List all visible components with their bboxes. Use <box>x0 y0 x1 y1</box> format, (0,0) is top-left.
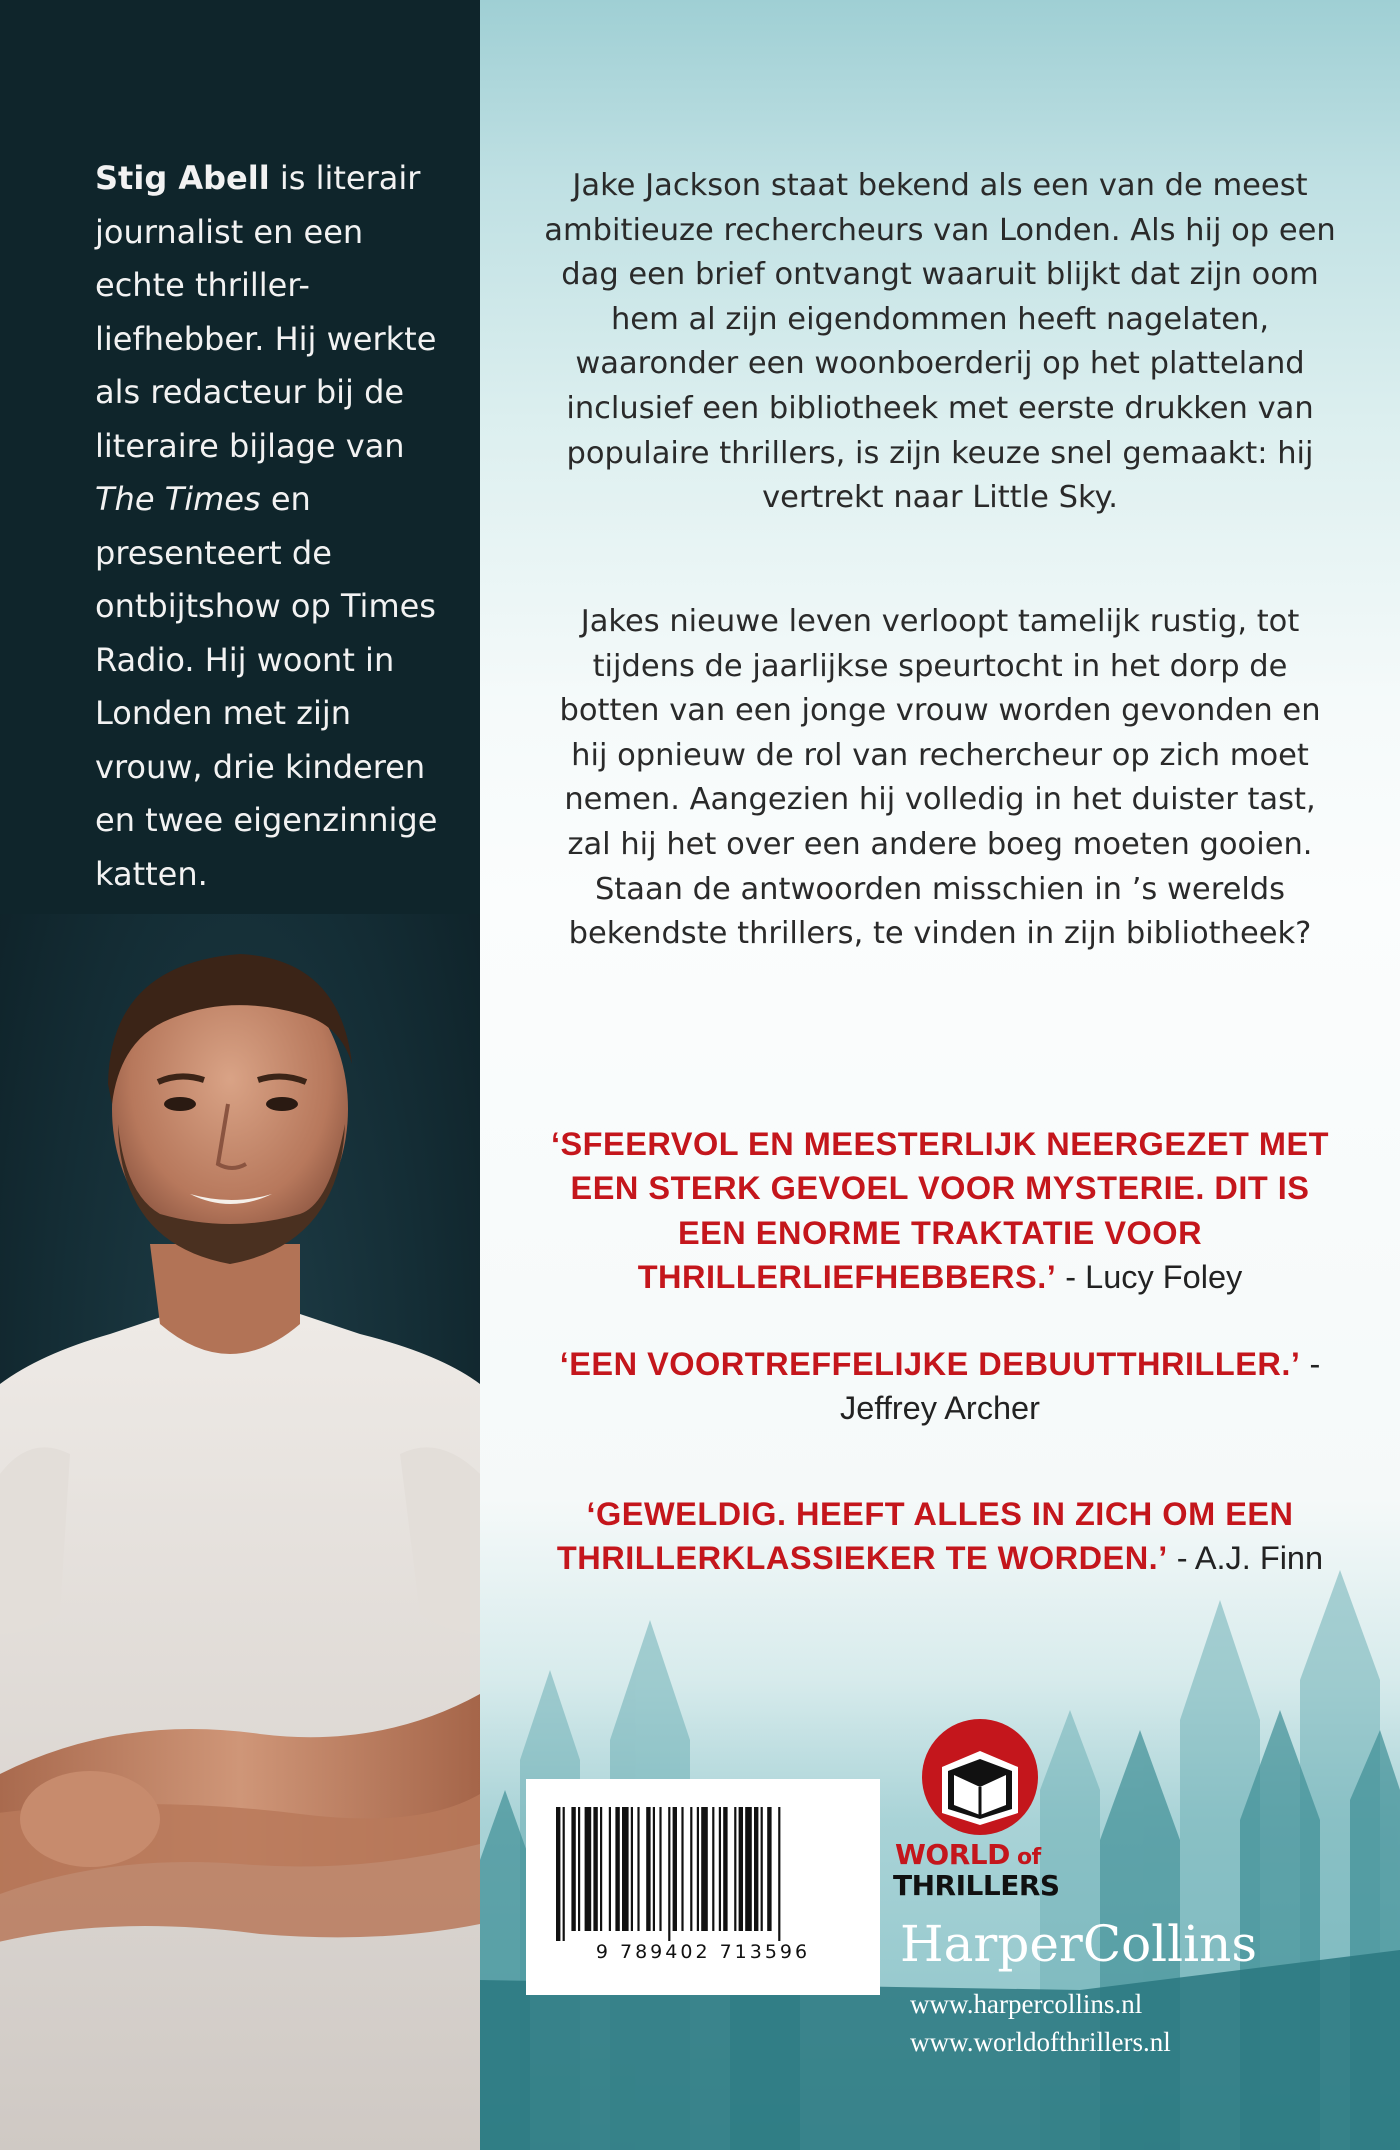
publisher-url: www.harpercollins.nl <box>910 1989 1143 2019</box>
review-quote <box>540 1342 1340 1431</box>
publisher-name: HarperCollins <box>900 1915 1258 1973</box>
author-name: Stig Abell <box>95 159 270 197</box>
barcode <box>526 1779 880 1995</box>
barcode-bar <box>653 1807 655 1931</box>
barcode-bar <box>697 1807 699 1931</box>
barcode-bar <box>593 1807 597 1931</box>
barcode-bar <box>646 1807 650 1931</box>
left-panel <box>0 0 480 2150</box>
author-portrait-illustration <box>0 914 480 2150</box>
quote-author: - A.J. Finn <box>1167 1540 1324 1577</box>
imprint-url: www.worldofthrillers.nl <box>910 2027 1171 2057</box>
blurb-paragraph-2: Jakes nieuwe leven verloopt tamelijk rustig, tot tijdens de jaarlijkse speurtocht in het dorp de botten van een jonge vrouw worden gevonden en hij opnieuw de rol van rechercheur op zich moet nemen. Aangezien hij volledig in het duister tast, zal hij het over een andere boeg moeten gooien. Staan de antwoorden misschien in ’s werelds bekendste thrillers, te vinden in zijn bibliotheek? <box>559 604 1321 952</box>
barcode-bar <box>734 1807 736 1931</box>
imprint-world: WORLD <box>895 1838 1010 1871</box>
barcode-bar <box>681 1807 683 1931</box>
quote-author: - Jeffrey Archer <box>840 1346 1321 1427</box>
right-panel <box>480 0 1400 2150</box>
barcode-bar <box>622 1807 629 1931</box>
barcode-bar <box>631 1807 633 1931</box>
barcode-bar <box>609 1807 611 1931</box>
author-bio-text-2: en presenteert de ontbijtshow op Times Radio. Hij woont in Londen met zijn vrouw, drie kinderen en twee eigenzinnige katten. <box>95 480 438 893</box>
barcode-bar <box>745 1807 752 1931</box>
barcode-bar <box>637 1807 639 1931</box>
barcode-bar <box>585 1807 592 1931</box>
barcode-bar <box>673 1807 677 1931</box>
review-quote <box>540 1122 1340 1300</box>
publication-name: The Times <box>95 480 261 518</box>
barcode-bar <box>739 1807 743 1931</box>
barcode-bar <box>659 1807 661 1931</box>
barcode-bar <box>723 1807 727 1931</box>
barcode-bar <box>701 1807 708 1931</box>
barcode-bar <box>778 1807 780 1941</box>
blurb-paragraph-1: Jake Jackson staat bekend als een van de meest ambitieuze rechercheurs van Londen. Als hij op een dag een brief ontvangt waaruit blijkt dat zijn oom hem al zijn eigendommen heeft nagelaten, waaronder een woonboerderij op het platteland inclusief een bibliotheek met eerste drukken van populaire thrillers, is zijn keuze snel gemaakt: hij vertrekt naar Little Sky. <box>544 168 1336 516</box>
barcode-bar <box>563 1807 565 1941</box>
barcode-bar <box>668 1807 670 1941</box>
quote-text: ‘EEN VOORTREFFELIJKE DEBUUTTHRILLER.’ <box>559 1346 1301 1382</box>
author-bio-block <box>0 0 480 914</box>
author-bio-text-1: is literair journalist en een echte thriller-liefhebber. Hij werkte als redacteur bij de literaire bijlage van <box>95 159 437 465</box>
imprint-of: of <box>1009 1845 1041 1870</box>
barcode-bar <box>600 1807 602 1931</box>
barcode-bar <box>556 1807 560 1941</box>
quote-text: ‘GEWELDIG. HEEFT ALLES IN ZICH OM EEN THRILLERKLASSIEKER TE WORDEN.’ <box>556 1496 1294 1577</box>
barcode-lines <box>556 1807 850 1941</box>
barcode-bar <box>571 1807 575 1931</box>
quote-author: - Lucy Foley <box>1056 1259 1243 1296</box>
author-photo <box>0 914 480 2150</box>
barcode-bar <box>761 1807 763 1931</box>
imprint-logo-line-2: THRILLERS <box>893 1869 1060 1902</box>
barcode-bar <box>754 1807 758 1931</box>
barcode-bar <box>719 1807 721 1931</box>
barcode-bar <box>615 1807 619 1931</box>
author-bio <box>95 152 445 901</box>
barcode-bar <box>690 1807 692 1931</box>
isbn-number: 9 789402 713596 <box>595 1941 811 1963</box>
barcode-bar <box>578 1807 580 1931</box>
barcode-bar <box>767 1807 771 1931</box>
barcode-bar <box>712 1807 714 1931</box>
quote-text: ‘SFEERVOL EN MEESTERLIJK NEERGEZET MET EEN STERK GEVOEL VOOR MYSTERIE. DIT IS EEN ENORME TRAKTATIE VOOR THRILLERLIEFHEBBERS.’ <box>550 1126 1330 1296</box>
